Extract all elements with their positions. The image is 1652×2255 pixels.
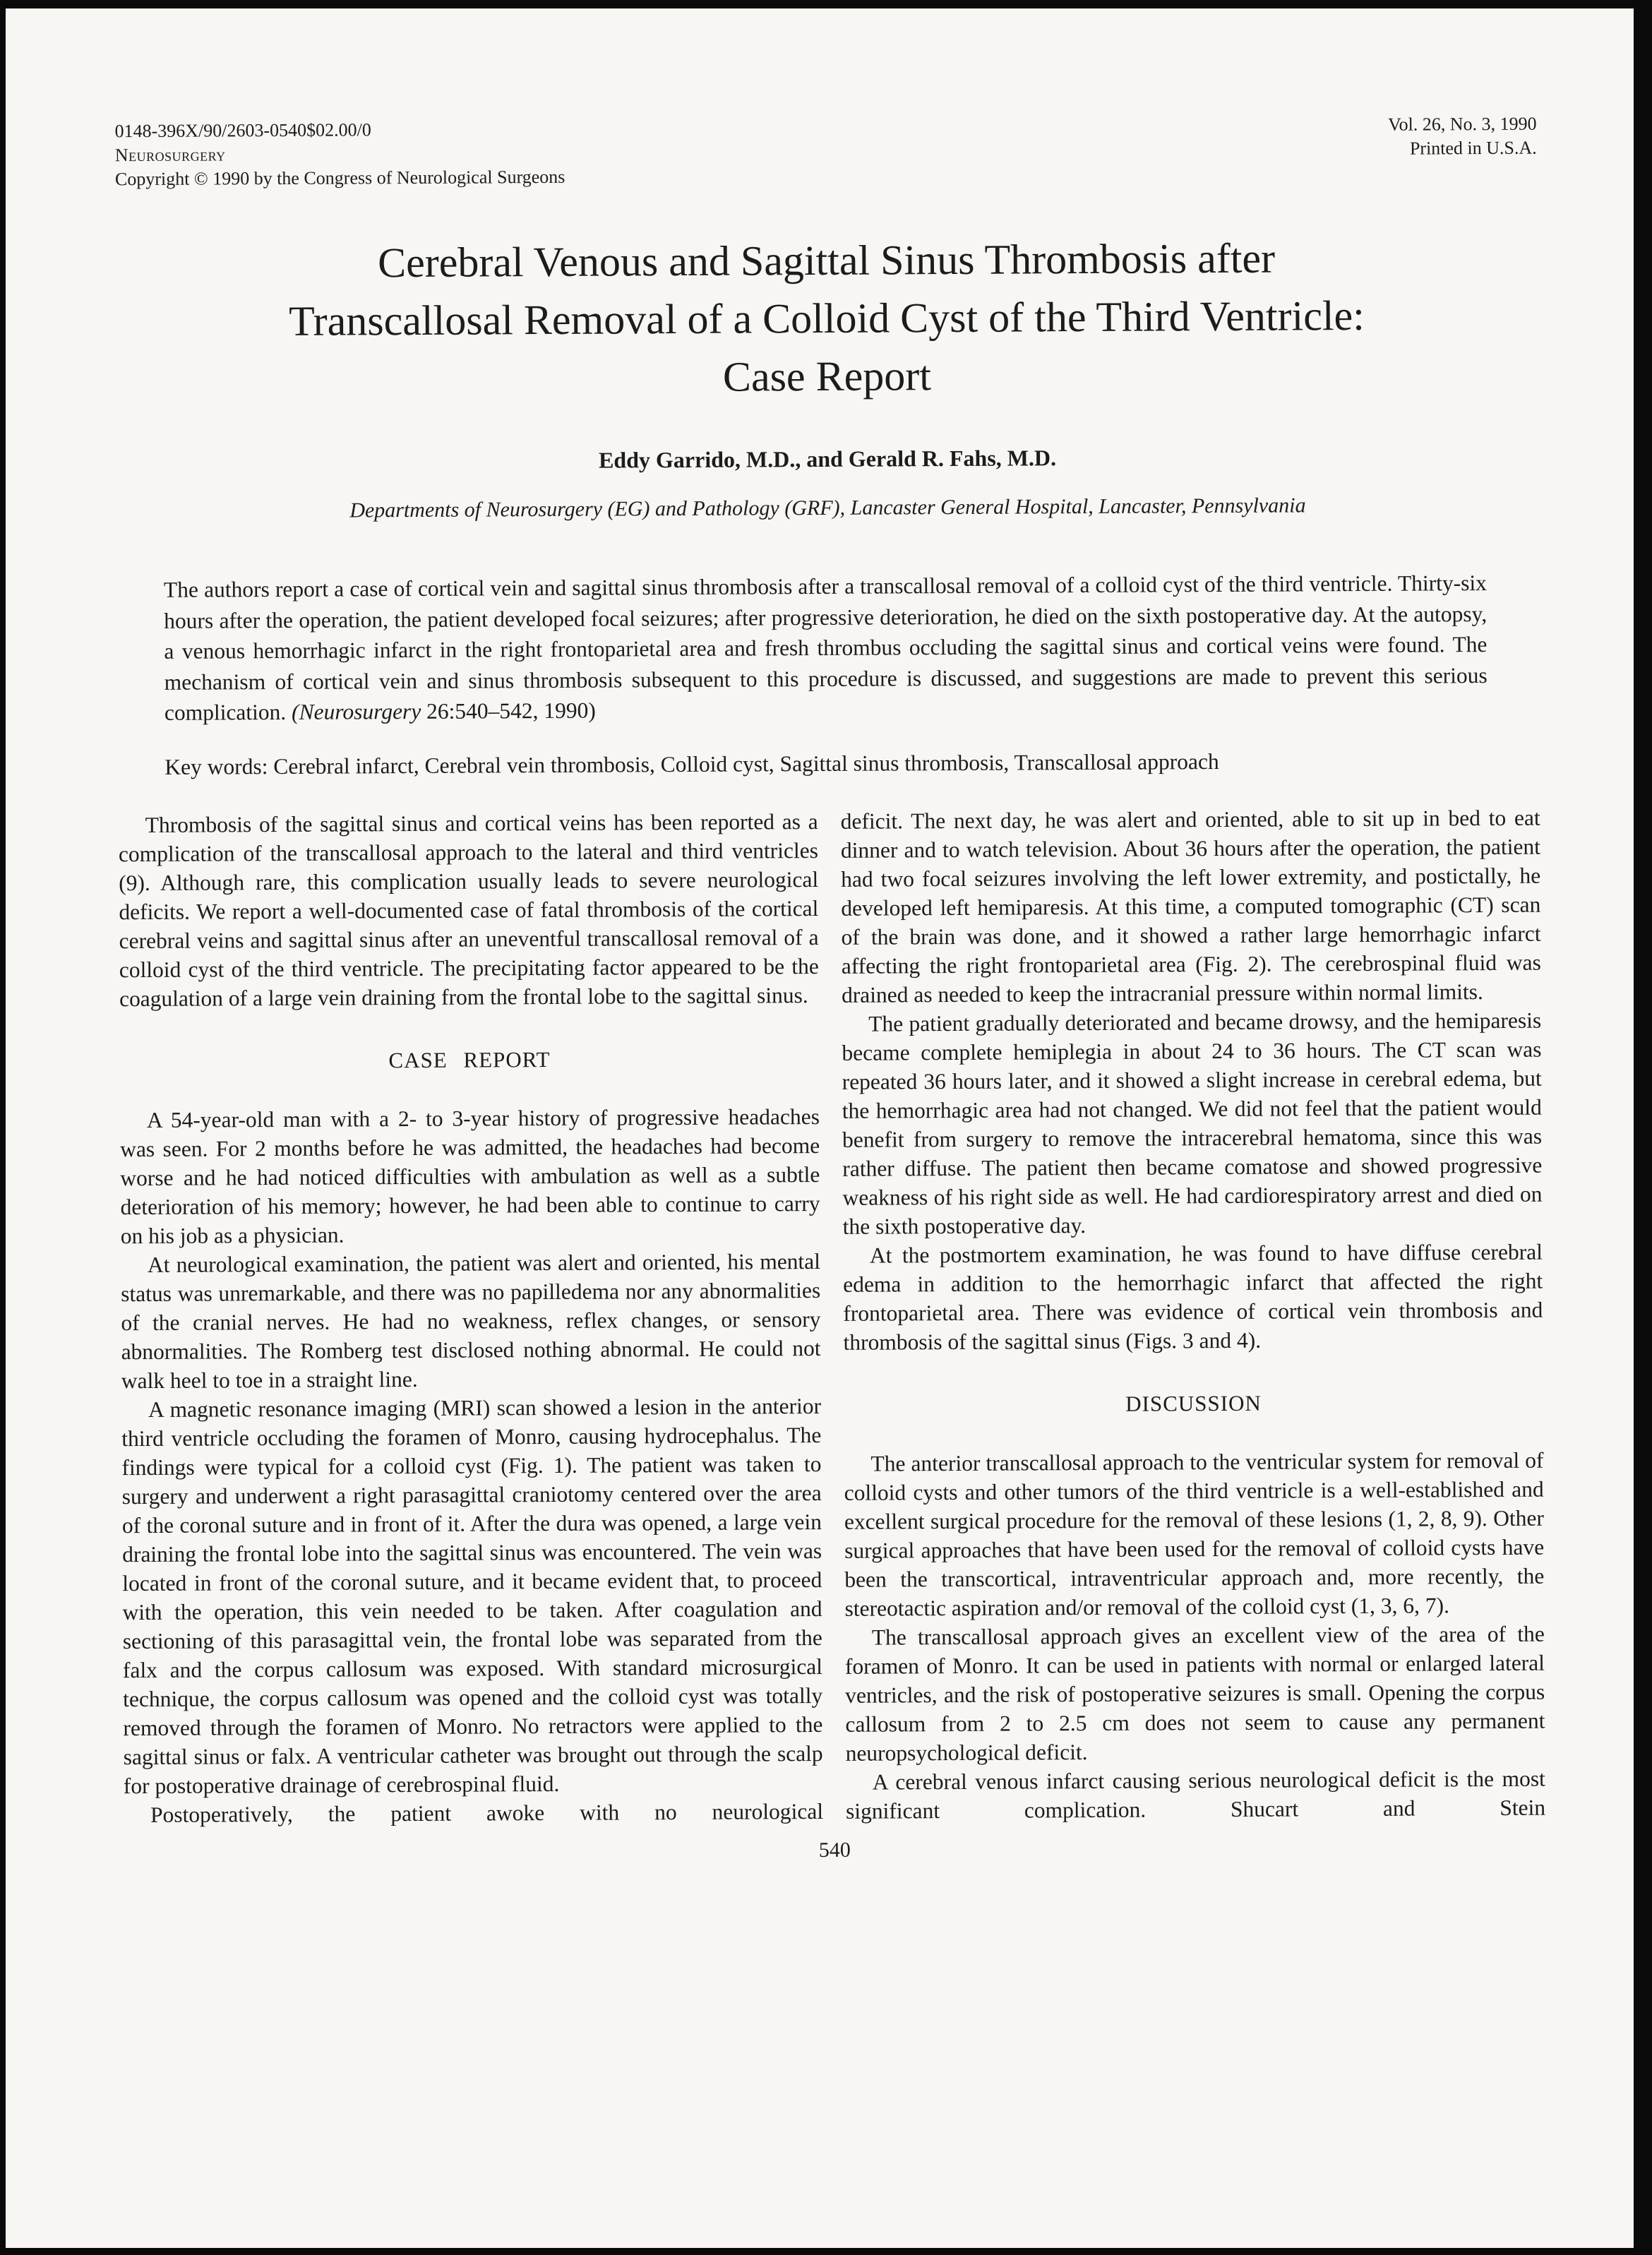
- issn-line: 0148-396X/90/2603-0540$02.00/0: [114, 119, 371, 142]
- section-heading-discussion: DISCUSSION: [1125, 1390, 1262, 1416]
- journal-header-right: [1388, 112, 1537, 185]
- paragraph-discussion-complication: A cerebral venous infarct causing serious neurological deficit is the most significant complication. Shucart and Stein: [845, 1766, 1546, 1824]
- right-column: [841, 803, 1546, 1825]
- paragraph-discussion-view: The transcallosal approach gives an excellent view of the area of the foramen of Monro. It can be used in patients with normal or enlarged lateral ventricles, and the risk of postoperative seizures is small. Opening the corpus callosum from 2 to 2.5 cm does not seem to cause any permanent neuropsychological deficit.: [844, 1621, 1545, 1766]
- authors-line: Eddy Garrido, M.D., and Gerald R. Fahs, M.D.: [598, 445, 1057, 473]
- paragraph-examination: At neurological examination, the patient was alert and oriented, his mental status was unremarkable, and there was no papilledema nor any abnormalities of the cranial nerves. He had no weakness, reflex changes, or sensory abnormalities. The Romberg test disclosed nothing abnormal. He could not walk heel to toe in a straight line.: [121, 1248, 821, 1393]
- body-columns: [119, 803, 1546, 1829]
- paragraph-postop-continued: deficit. The next day, he was alert and oriented, able to sit up in bed to eat dinner and to watch television. About 36 hours after the operation, the patient had two focal seizures involving the left lower extremity, and postictally, he developed left hemiparesis. At this time, a computed tomographic (CT) scan of the brain was done, and it showed a rather large hemorrhagic infarct affecting the right frontoparietal area (Fig. 2). The cerebrospinal fluid was drained as needed to keep the intracranial pressure within normal limits.: [840, 805, 1541, 1007]
- paragraph-postop-start: Postoperatively, the patient awoke with no neurological: [150, 1798, 824, 1827]
- volume-line: Vol. 26, No. 3, 1990: [1388, 113, 1537, 135]
- section-heading-case-report: CASE REPORT: [388, 1046, 551, 1072]
- page-number: 540: [818, 1838, 851, 1862]
- left-column: [119, 807, 824, 1829]
- journal-name: Neurosurgery: [114, 144, 226, 166]
- copyright-line: Copyright © 1990 by the Congress of Neurological Surgeons: [114, 166, 565, 190]
- paragraph-intro: Thrombosis of the sagittal sinus and cortical veins has been reported as a complication of the transcallosal approach to the lateral and third ventricles (9). Although rare, this complication usually leads to severe neurological deficits. We report a well-documented case of fatal thrombosis of the cortical cerebral veins and sagittal sinus after an uneventful transcallosal removal of a colloid cyst of the third ventricle. The precipitating factor appeared to be the coagulation of a large vein draining from the frontal lobe to the sagittal sinus.: [118, 808, 819, 1011]
- article-title-line-3: Case Report: [722, 352, 932, 400]
- paper-page: [6, 8, 1634, 2248]
- paragraph-surgery: A magnetic resonance imaging (MRI) scan showed a lesion in the anterior third ventricle occluding the foramen of Monro, causing hydrocephalus. The findings were typical for a colloid cyst (Fig. 1). The patient was taken to surgery and underwent a right parasagittal craniotomy centered over the area of the coronal suture and in front of it. After the dura was opened, a large vein draining the frontal lobe into the sagittal sinus was encountered. The vein was located in front of the coronal suture, and it became evident that, to proceed with the operation, this vein needed to be taken. After coagulation and sectioning of this parasagittal vein, the frontal lobe was separated from the falx and the corpus callosum was exposed. With standard microsurgical technique, the corpus callosum was opened and the colloid cyst was totally removed through the foramen of Monro. No retractors were applied to the sagittal sinus or falx. A ventricular catheter was brought out through the scalp for postoperative drainage of cerebrospinal fluid.: [121, 1393, 823, 1798]
- keywords-line: [164, 745, 1512, 782]
- paragraph-postmortem: At the postmortem examination, he was found to have diffuse cerebral edema in addition to the hemorrhagic infarct that affected the right frontoparietal area. There was evidence of cortical vein thrombosis and thrombosis of the sagittal sinus (Figs. 3 and 4).: [843, 1239, 1543, 1355]
- article-title: [115, 228, 1538, 409]
- journal-header: [115, 112, 1538, 192]
- abstract-citation: 26:540–542, 1990): [426, 698, 596, 724]
- paragraph-history: A 54-year-old man with a 2- to 3-year history of progressive headaches was seen. For 2 months before he was admitted, the headaches had become worse and he had noticed difficulties with ambulation as well as a subtle deterioration of his memory; however, he had been able to continue to carry on his job as a physician.: [120, 1103, 820, 1248]
- abstract-citation-journal: (Neurosurgery: [292, 698, 421, 724]
- printed-line: Printed in U.S.A.: [1409, 137, 1537, 159]
- paragraph-deterioration: The patient gradually deteriorated and became drowsy, and the hemiparesis became complete hemiplegia in about 24 to 36 hours. The CT scan was repeated 36 hours later, and it showed a slight increase in cerebral edema, but the hemorrhagic area had not changed. We did not feel that the patient would benefit from surgery to remove the intracerebral hematoma, since this was rather diffuse. The patient then became comatose and showed progressive weakness of his right side as well. He had cardiorespiratory arrest and died on the sixth postoperative day.: [842, 1007, 1543, 1239]
- abstract: [164, 568, 1488, 728]
- page-content: [0, 4, 1639, 2252]
- keywords-text: Cerebral infarct, Cerebral vein thrombosis, Colloid cyst, Sagittal sinus thrombosis, Transcallosal approach: [273, 748, 1219, 779]
- journal-header-left: [115, 117, 565, 191]
- abstract-text: The authors report a case of cortical vein and sagittal sinus thrombosis after a transcallosal removal of a colloid cyst of the third ventricle. Thirty-six hours after the operation, the patient developed focal seizures; after progressive deterioration, he died on the sixth postoperative day. At the autopsy, a venous hemorrhagic infarct in the right frontoparietal area and fresh thrombus occluding the sagittal sinus and cortical veins were found. The mechanism of cortical vein and sinus thrombosis subsequent to this procedure is discussed, and suggestions are made to prevent this serious complication.: [163, 570, 1488, 725]
- affiliation-line: Departments of Neurosurgery (EG) and Pathology (GRF), Lancaster General Hospital, Lancaster, Pennsylvania: [349, 494, 1306, 522]
- article-title-line-2: Transcallosal Removal of a Colloid Cyst of the Third Ventricle:: [288, 292, 1365, 345]
- article-title-line-1: Cerebral Venous and Sagittal Sinus Thrombosis after: [377, 234, 1276, 287]
- paragraph-discussion-approaches: The anterior transcallosal approach to the ventricular system for removal of colloid cysts and other tumors of the third ventricle is a well-established and excellent surgical procedure for the removal of these lesions (1, 2, 8, 9). Other surgical approaches that have been used for the removal of colloid cysts have been the transcortical, intraventricular approach and, more recently, the stereotactic aspiration and/or removal of the colloid cyst (1, 3, 6, 7).: [844, 1447, 1545, 1621]
- keywords-label: Key words:: [164, 753, 268, 779]
